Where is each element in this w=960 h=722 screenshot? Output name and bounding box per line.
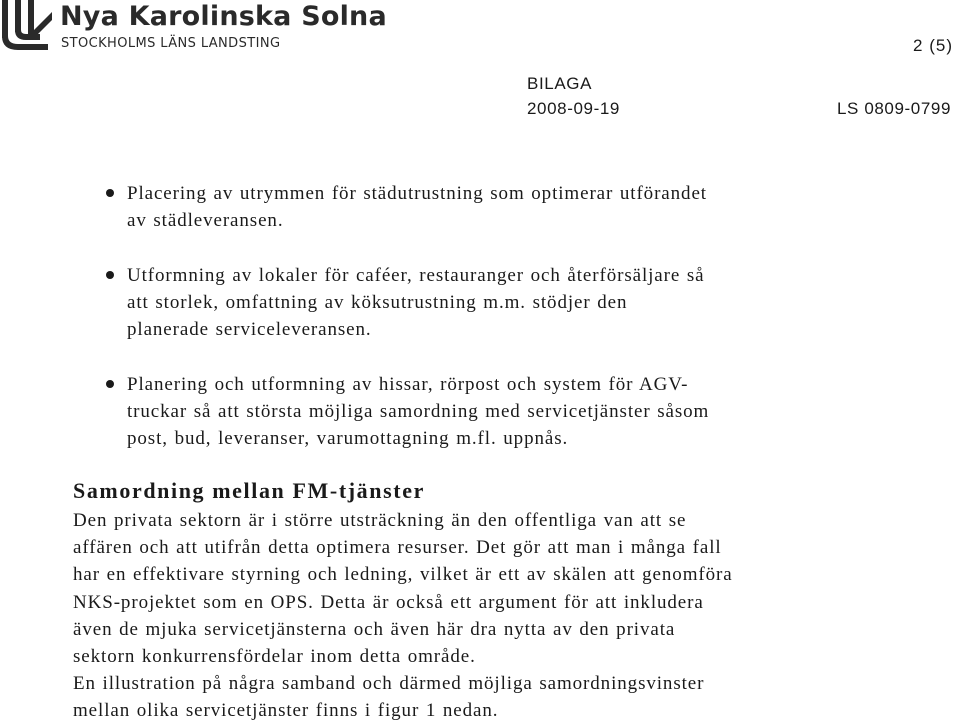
- page-number: 2 (5): [913, 36, 953, 55]
- logo-subtitle: STOCKHOLMS LÄNS LANDSTING: [61, 36, 281, 51]
- organization-logo: [0, 0, 387, 56]
- section-heading: Samordning mellan FM-tjänster: [73, 478, 425, 503]
- bullet-icon: [106, 380, 114, 388]
- logo-title: Nya Karolinska Solna: [60, 1, 387, 32]
- document-date: 2008-09-19: [527, 99, 620, 118]
- list-item-text: Utformning av lokaler för caféer, restauranger och återförsäljare så att storlek, omfattning av köksutrustning m.m. stödjer den planerade serviceleveransen.: [127, 265, 705, 340]
- document-reference: LS 0809-0799: [837, 99, 952, 118]
- list-item-text: Placering av utrymmen för städutrustning som optimerar utförandet av städleveransen.: [127, 183, 707, 231]
- list-item-text: Planering och utformning av hissar, rörpost och system för AGV- truckar så att största möjliga samordning med servicetjänster såsom post, bud, leveranser, varumottagning m.fl. uppnås.: [127, 374, 710, 449]
- section-body: Den privata sektorn är i större utsträckning än den offentliga van att se affären och att utifrån detta optimera resurser. Det gör att man i många fall har en effektivare styrning och ledning, vilket är ett av skälen att genomföra NKS-projektet som en OPS. Detta är också ett argument för att inkludera även de mjuka servicetjänsterna och även här dra nytta av den privata sektorn konkurrensfördelar inom detta område. En illustration på några samband och därmed möjliga samordningsvinster mellan olika servicetjänster finns i figur 1 nedan.: [73, 510, 733, 722]
- logo-mark-icon: [0, 0, 56, 52]
- bullet-icon: [106, 189, 114, 197]
- document-type: BILAGA: [527, 74, 593, 93]
- bullet-icon: [106, 271, 114, 279]
